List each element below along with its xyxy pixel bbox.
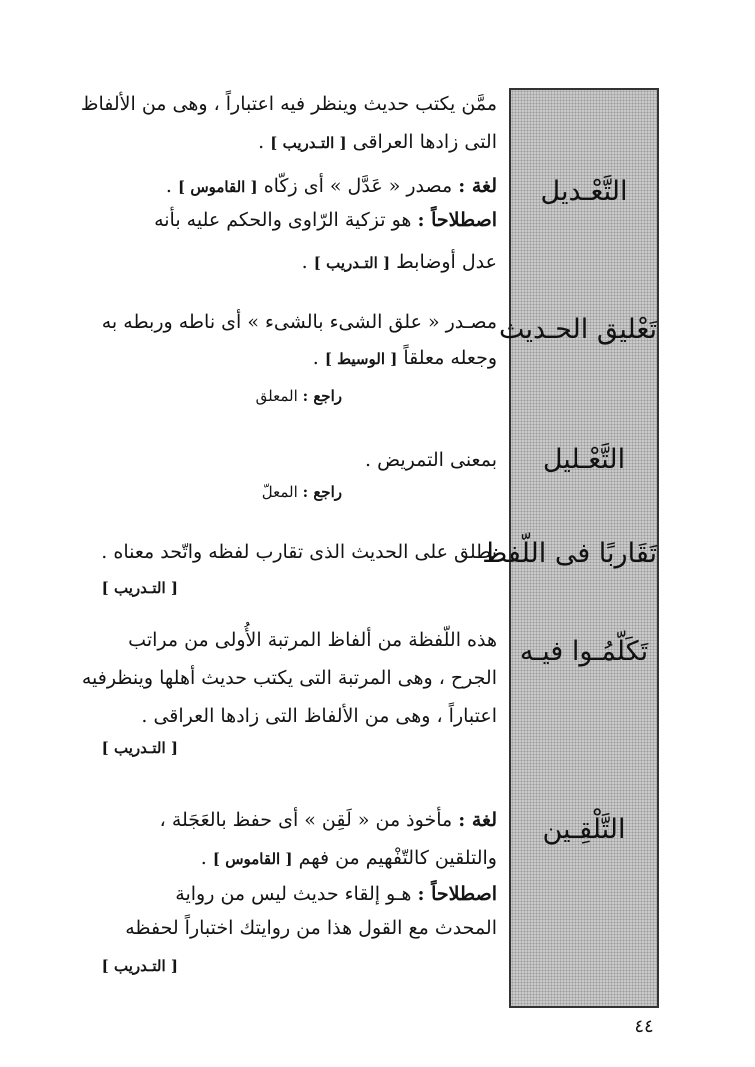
entry2-lugha-label: لغة : bbox=[458, 175, 497, 197]
term-taliq-al-hadith: تَعْليق الحـديث bbox=[499, 314, 657, 345]
entry6-line2: الجرح ، وهى المرتبة التى يكتب حديث أهلها وينظرفيه bbox=[81, 667, 497, 689]
entry6-line1: هذه اللّفظة من ألفاظ المرتبة الأُولى من مراتب bbox=[128, 629, 497, 651]
entry7-lugha-label: لغة : bbox=[458, 809, 497, 831]
entry7-istilah-text: هـو إلقاء حديث ليس من رواية bbox=[175, 883, 412, 905]
entry7-istilah-line bbox=[103, 880, 497, 908]
entry7-lugha-text: مأخوذ من « لَقِن » أى حفظ بالعَجَلة ، bbox=[159, 809, 453, 831]
entry3-line2: وجعله معلقاً [ الوسيط ] . bbox=[312, 347, 497, 369]
entry6-line3: اعتباراً ، وهى من الألفاظ التى زادها العراقى . bbox=[141, 705, 497, 727]
entry1-line2: التى زادها العراقى [ التـدريب ] . bbox=[258, 131, 497, 153]
entry2-lugha-line: لغة : مصدر « عَدَّل » أى زكّاه [ القاموس ] . bbox=[165, 175, 497, 197]
entry2-lugha-reference: [ القاموس ] bbox=[178, 178, 258, 196]
entry7-line2-reference: [ القاموس ] bbox=[212, 850, 293, 868]
entry1-text: التى زادها العراقى bbox=[352, 131, 497, 153]
entry2-line3-text: عدل أوضابط bbox=[396, 251, 497, 273]
entry6-reference: [ التـدريب ] bbox=[101, 739, 178, 757]
entry1-reference: [ التـدريب ] bbox=[270, 134, 347, 152]
entry1-line1: ممَّن يكتب حديث وينظر فيه اعتباراً ، وهى من الألفاظ bbox=[80, 93, 497, 115]
entry3-see-value: المعلق bbox=[255, 387, 298, 405]
entry2-lugha-text: مصدر « عَدَّل » أى زكّاه bbox=[263, 175, 453, 197]
entry7-reference: [ التـدريب ] bbox=[101, 957, 178, 975]
entry2-istilah-text: هو تزكية الرّاوى والحكم عليه بأنه bbox=[154, 209, 412, 231]
entry5-reference: [ التـدريب ] bbox=[101, 579, 178, 597]
terms-sidebar bbox=[482, 88, 659, 1008]
term-takallamu-fih: تَكَلّمُـوا فيـه bbox=[519, 636, 649, 667]
term-taqaruban-fi-al-lafz: تَقَاربًا فى اللّفظ bbox=[482, 538, 657, 569]
entry3-line1: مصـدر « علق الشىء بالشىء » أى ناطه وربطه به bbox=[101, 311, 497, 333]
page-number: ٤٤ bbox=[634, 1016, 654, 1037]
entry2-line3: عدل أوضابط [ التـدريب ] . bbox=[301, 251, 497, 273]
entry3-see-also bbox=[256, 382, 342, 410]
entry2-line3-reference: [ التـدريب ] bbox=[313, 254, 391, 272]
entry2-istilah-line bbox=[103, 206, 497, 234]
entry4-see-value: المعلّ bbox=[261, 483, 298, 501]
entry3-reference: [ الوسيط ] bbox=[324, 350, 398, 368]
term-talqin: التَّلْقِـين bbox=[542, 814, 626, 845]
entry7-line4: المحدث مع القول هذا من روايتك اختباراً لحفظه bbox=[125, 917, 497, 939]
entry7-istilah-label: اصطلاحاً : bbox=[417, 883, 497, 905]
entry5-line1: يطلق على الحديث الذى تقارب لفظه واتّحد معناه . bbox=[101, 541, 497, 563]
entry3-line2-text: وجعله معلقاً bbox=[403, 347, 497, 369]
entry2-istilah-label: اصطلاحاً : bbox=[417, 209, 497, 231]
entry4-line1: بمعنى التمريض . bbox=[365, 449, 497, 471]
term-talil: التَّعْـليل bbox=[542, 444, 626, 475]
entry7-line2: والتلقين كالتّفْهيم من فهم [ القاموس ] . bbox=[200, 847, 497, 869]
entry3-see-label: راجع : bbox=[302, 387, 342, 405]
entry4-see-also bbox=[262, 478, 342, 506]
entry4-see-label: راجع : bbox=[302, 483, 342, 501]
term-tadil: التَّعْـديل bbox=[540, 176, 628, 207]
entry7-line2-text: والتلقين كالتّفْهيم من فهم bbox=[298, 847, 497, 869]
entry7-lugha-line bbox=[103, 806, 497, 834]
